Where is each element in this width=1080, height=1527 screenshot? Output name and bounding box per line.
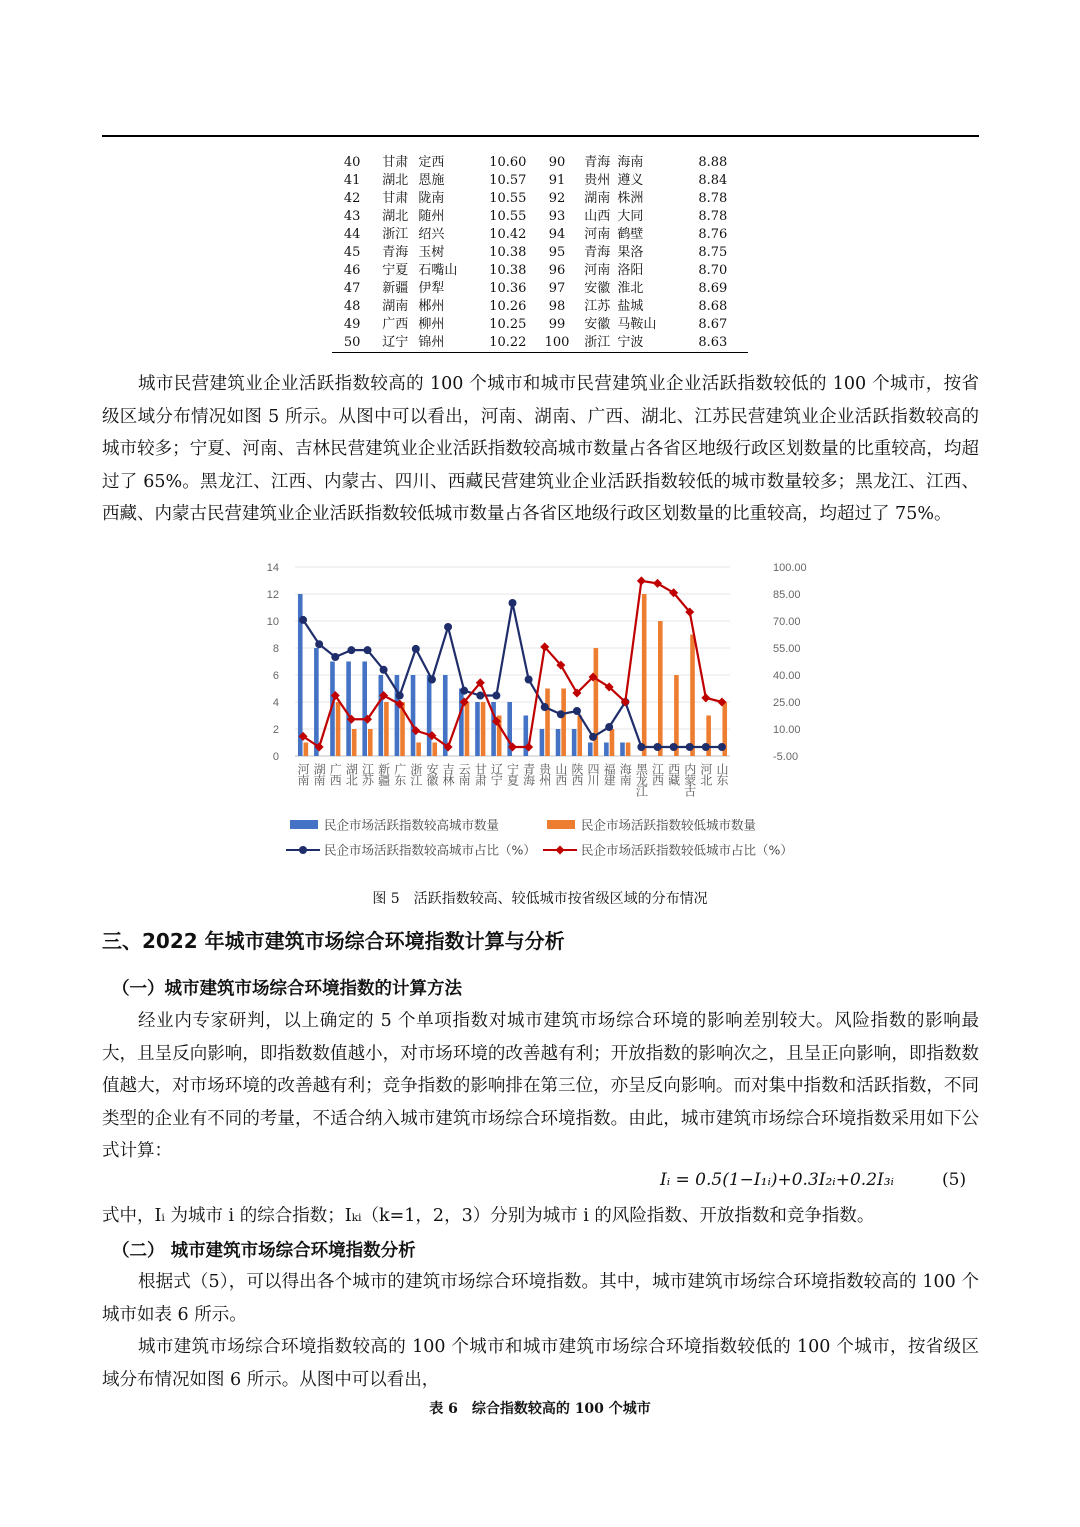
legend-marker [556,846,565,855]
table-cell: 43 [343,209,361,224]
x-category-label: 新疆 [376,763,391,785]
bar-low [416,743,421,757]
table-cell: 40 [343,155,361,170]
table-cell: 玉树 [418,245,445,260]
table-row [332,172,748,190]
section-heading: 三、2022 年城市建筑市场综合环境指数计算与分析 [102,929,565,953]
table-6-caption: 表 6 综合指数较高的 100 个城市 [429,1401,651,1417]
table-cell: 湖南 [584,191,611,206]
paragraph-distribution-intro: 城市建筑市场综合环境指数较高的 100 个城市和城市建筑市场综合环境指数较低的 100 个城市，按省级区域分布情况如图 6 所示。从图中可以看出， [102,1337,979,1390]
bar-high [314,648,319,756]
table-cell: 94 [548,227,566,242]
table-row [332,334,748,353]
table-row [332,190,748,208]
bar-high [459,689,464,757]
table-cell: 马鞍山 [617,317,657,332]
bar-high [556,729,561,756]
y-right-tick-label: 25.00 [773,697,801,709]
point-high [509,599,517,607]
table-row [332,298,748,316]
point-high [702,743,710,751]
table-cell: 8.88 [698,155,728,170]
point-high [557,710,565,718]
table-cell: 宁夏 [382,263,409,278]
point-high [380,666,388,674]
point-high [573,707,581,715]
x-category-label: 吉林 [441,763,456,785]
table-cell: 47 [343,281,361,296]
table-cell: 8.84 [698,173,728,188]
legend-marker [299,846,307,854]
table-cell: 湖北 [382,173,409,188]
table-cell: 8.78 [698,191,728,206]
y-right-tick-label: 10.00 [773,724,801,736]
legend-label: 民企市场活跃指数较低城市数量 [581,817,757,833]
bar-high [572,729,577,756]
bar-high [379,675,384,756]
table-cell: 果洛 [617,245,644,260]
table-cell: 安徽 [584,281,611,296]
point-high [364,646,372,654]
table-cell: 遵义 [617,173,644,188]
ranking-table [332,154,748,353]
bar-low [465,702,470,756]
bar-low [432,743,437,757]
table-cell: 盐城 [617,299,644,314]
table-cell: 株洲 [617,191,644,206]
bar-low [336,702,341,756]
bar-high [362,662,367,757]
bar-high [346,662,351,757]
point-high [525,676,533,684]
table-cell: 8.68 [698,299,728,314]
x-category-label: 西藏 [666,763,681,785]
table-cell: 辽宁 [372,334,418,353]
table-cell: 10.22 [479,334,537,353]
subsection-2-heading: （二） 城市建筑市场综合环境指数分析 [112,1241,416,1261]
bar-low [545,689,550,757]
table-cell: 10.57 [489,173,527,188]
x-category-label: 广东 [392,763,407,785]
table-cell: 42 [343,191,361,206]
table-cell: 湖北 [382,209,409,224]
table-cell: 青海 [584,155,611,170]
table-cell: 郴州 [418,299,445,314]
table-cell: 柳州 [418,317,445,332]
figure-caption: 图 5 活跃指数较高、较低城市按省级区域的分布情况 [372,891,708,907]
y-left-tick-label: 8 [272,643,279,655]
y-left-tick-label: 0 [272,751,279,763]
point-high [476,692,484,700]
x-category-label: 陕西 [569,763,584,785]
table-cell: 8.76 [698,227,728,242]
y-left-tick-label: 4 [272,697,279,709]
bar-low [658,621,663,756]
point-high [492,692,500,700]
x-category-label: 江西 [650,763,665,785]
table-cell: 97 [548,281,566,296]
x-category-label: 黑龙江 [634,763,649,796]
table-cell: 96 [548,263,566,278]
bar-high [620,743,625,757]
y-right-tick-label: -5.00 [773,751,799,763]
point-high [347,646,355,654]
point-high [718,743,726,751]
table-cell: 浙江 [382,227,409,242]
table-cell: 92 [548,191,566,206]
table-cell: 8.78 [698,209,728,224]
table-cell: 91 [548,173,566,188]
y-left-tick-label: 14 [266,562,279,574]
x-category-label: 湖北 [344,763,359,785]
table-cell: 青海 [382,245,409,260]
point-high [299,616,307,624]
table-cell: 新疆 [382,281,409,296]
x-category-label: 辽宁 [489,763,504,785]
legend-swatch [290,820,318,829]
bar-high [475,702,480,756]
bar-low [642,594,647,756]
table-cell: 10.42 [489,227,527,242]
bar-high [411,675,416,756]
table-cell: 洛阳 [617,263,644,278]
bar-low [368,729,373,756]
point-high [589,733,597,741]
bar-high [540,729,545,756]
y-left-tick-label: 6 [272,670,279,682]
table-cell: 10.38 [489,245,527,260]
x-category-label: 四川 [586,763,601,785]
x-category-label: 甘肃 [473,763,488,785]
table-cell: 山西 [584,209,611,224]
point-high [331,653,339,661]
table-cell: 10.60 [489,155,527,170]
table-row [332,226,748,244]
table-row [332,262,748,280]
bar-low [577,716,582,757]
table-cell: 8.69 [698,281,728,296]
point-low [653,579,662,588]
point-high [460,687,468,695]
point-high [428,676,436,684]
table-cell: 8.75 [698,245,728,260]
point-high [396,692,404,700]
table-cell: 49 [343,317,361,332]
point-high [412,645,420,653]
table-cell: 41 [343,173,361,188]
table-cell: 10.25 [489,317,527,332]
bar-low [352,729,357,756]
x-category-label: 福建 [602,763,617,785]
x-category-label: 广西 [328,763,343,785]
x-category-label: 宁夏 [505,763,520,785]
table-cell: 浙江 [577,334,617,353]
table-cell: 98 [548,299,566,314]
bar-low [626,743,631,757]
table-row [332,280,748,298]
legend-label: 民企市场活跃指数较高城市数量 [324,817,500,833]
header-rule [102,135,979,137]
table-cell: 10.55 [489,209,527,224]
y-left-tick-label: 2 [272,724,279,736]
x-category-label: 江苏 [360,763,375,785]
y-right-tick-label: 55.00 [773,643,801,655]
table-cell: 伊犁 [418,281,445,296]
table-cell: 大同 [617,209,644,224]
legend-label: 民企市场活跃指数较高城市占比（%） [324,842,536,858]
table-cell: 海南 [617,155,644,170]
point-low [701,693,710,702]
table-cell: 贵州 [584,173,611,188]
table-cell: 宁波 [617,334,677,353]
table-cell: 90 [548,155,566,170]
table-cell: 45 [343,245,361,260]
x-category-label: 山东 [714,763,729,785]
table-cell: 甘肃 [382,155,409,170]
legend-swatch [547,820,575,829]
bar-low [304,743,309,757]
table-row [332,208,748,226]
formula: Iᵢ = 0.5(1−I₁ᵢ)+0.3I₂ᵢ+0.2I₃ᵢ [660,1170,894,1190]
table-cell: 8.70 [698,263,728,278]
table-cell: 湖南 [382,299,409,314]
table-cell: 绍兴 [418,227,445,242]
table-cell: 恩施 [418,173,445,188]
table-cell: 河南 [584,263,611,278]
table-cell: 99 [548,317,566,332]
x-category-label: 浙江 [408,763,423,785]
table-cell: 安徽 [584,317,611,332]
table-cell: 鹤壁 [617,227,644,242]
table-cell: 50 [332,334,372,353]
bar-low [481,702,486,756]
table-cell: 93 [548,209,566,224]
table-cell: 48 [343,299,361,314]
y-left-tick-label: 10 [266,616,279,628]
table-cell: 陇南 [418,191,445,206]
table-cell: 100 [537,334,577,353]
table-cell: 淮北 [617,281,644,296]
x-category-label: 河南 [296,763,311,785]
table-cell: 10.36 [489,281,527,296]
bar-low [384,702,389,756]
equation-number: (5) [942,1170,967,1190]
point-high [637,743,645,751]
point-high [541,703,549,711]
x-category-label: 云南 [457,763,472,785]
x-category-label: 贵州 [537,763,552,785]
y-right-tick-label: 85.00 [773,589,801,601]
bar-high [427,675,432,756]
table-cell: 河南 [584,227,611,242]
bar-low [561,689,566,757]
x-category-label: 青海 [521,763,536,785]
table-cell: 广西 [382,317,409,332]
bar-high [604,743,609,757]
table-cell: 10.38 [489,263,527,278]
table-row [332,154,748,172]
y-right-tick-label: 40.00 [773,670,801,682]
x-category-label: 内蒙古 [682,763,697,796]
table-cell: 青海 [584,245,611,260]
point-high [686,743,694,751]
table-cell: 8.67 [698,317,728,332]
y-right-tick-label: 100.00 [773,562,807,574]
table-cell: 44 [343,227,361,242]
point-high [654,743,662,751]
x-category-label: 湖南 [312,763,327,785]
point-high [444,623,452,631]
table-cell: 定西 [418,155,445,170]
table-cell: 8.63 [678,334,748,353]
y-right-tick-label: 70.00 [773,616,801,628]
table-cell: 10.55 [489,191,527,206]
table-cell: 石嘴山 [418,263,458,278]
paragraph-activity-distribution: 城市民营建筑业企业活跃指数较高的 100 个城市和城市民营建筑业企业活跃指数较低的 100 个城市，按省级区域分布情况如图 5 所示。从图中可以看出，河南、湖南、广西、湖北、江苏民营建筑业企业活跃指数较高的城市较多；宁夏、河南、吉林民营建筑业企业活跃指数较高城市数量占各省区地级行政区划数量的比重较高，均超过了 65%。黑龙江、江西、内蒙古、四川、西藏民营建筑业企业活跃指数较低的城市数量较多；黑龙江、江西、西藏、内蒙古民营建筑业企业活跃指数较低城市数量占各省区地级行政区划数量的比重较高，均超过了 75%。 [102,374,979,524]
point-low [637,576,646,585]
bar-low [690,635,695,757]
paragraph-index-analysis: 根据式（5），可以得出各个城市的建筑市场综合环境指数。其中，城市建筑市场综合环境指数较高的 100 个城市如表 6 所示。 [102,1272,979,1325]
table-row [332,316,748,334]
point-high [605,723,613,731]
table-cell: 95 [548,245,566,260]
x-category-label: 海南 [618,763,633,785]
bar-low [610,729,615,756]
table-row [332,244,748,262]
table-cell: 江苏 [584,299,611,314]
x-category-label: 河北 [698,763,713,785]
point-high [315,640,323,648]
point-high [670,743,678,751]
figure-5-chart [255,556,807,866]
y-left-tick-label: 12 [266,589,279,601]
table-cell: 锦州 [418,334,478,353]
table-cell: 随州 [418,209,445,224]
bar-high [588,743,593,757]
table-cell: 甘肃 [382,191,409,206]
paragraph-formula-explanation: 式中，Iᵢ 为城市 i 的综合指数；Iₖᵢ（k=1，2，3）分别为城市 i 的风险指数、开放指数和竞争指数。 [102,1206,875,1226]
paragraph-calculation-method: 经业内专家研判，以上确定的 5 个单项指数对城市建筑市场综合环境的影响差别较大。风险指数的影响最大，且呈反向影响，即指数数值越小，对市场环境的改善越有利；开放指数的影响次之，且呈正向影响，即指数数值越大，对市场环境的改善越有利；竞争指数的影响排在第三位，亦呈反向影响。而对集中指数和活跃指数，不同类型的企业有不同的考量，不适合纳入城市建筑市场综合环境指数。由此，城市建筑市场综合环境指数采用如下公式计算： [102,1011,979,1161]
table-cell: 10.26 [489,299,527,314]
table-cell: 46 [343,263,361,278]
legend-label: 民企市场活跃指数较低城市占比（%） [581,842,793,858]
subsection-1-heading: （一）城市建筑市场综合环境指数的计算方法 [112,979,462,999]
x-category-label: 安徽 [424,763,439,785]
x-category-label: 山西 [553,763,568,785]
